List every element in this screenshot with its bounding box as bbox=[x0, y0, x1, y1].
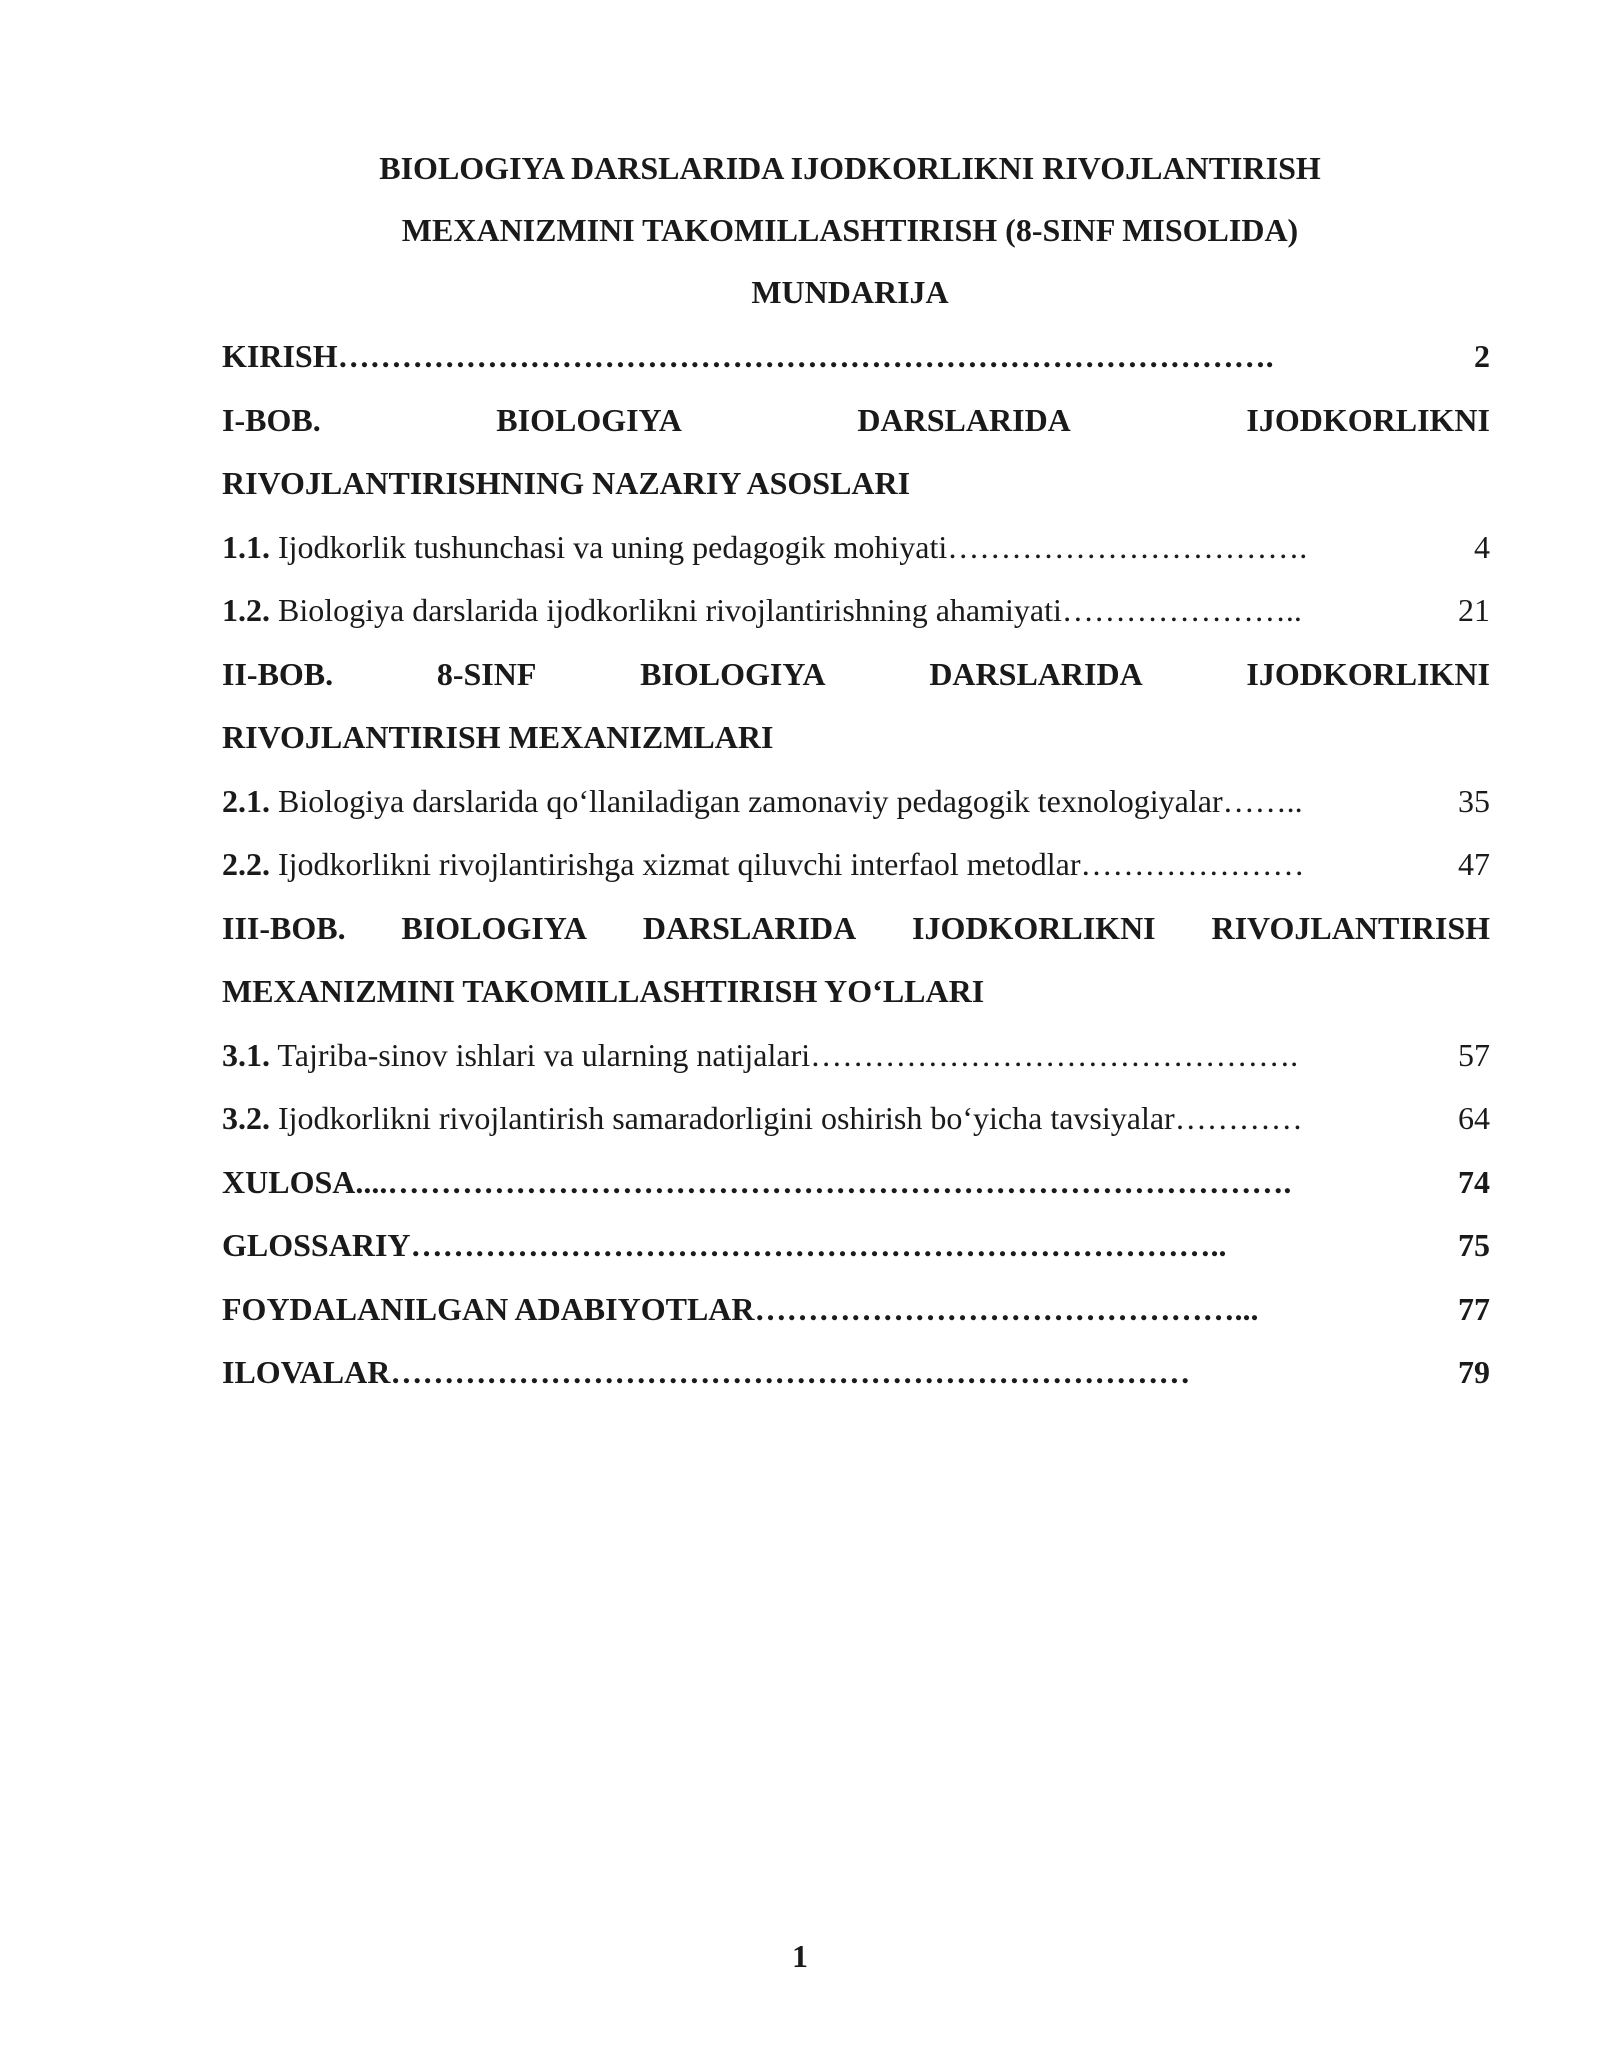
toc-entry-glossary bbox=[222, 1214, 1490, 1278]
chapter-word: DARSLARIDA bbox=[929, 655, 1143, 692]
table-of-contents bbox=[222, 325, 1490, 1405]
toc-dots: ………………… bbox=[1080, 846, 1305, 882]
chapter-word: BIOLOGIYA bbox=[640, 655, 826, 692]
toc-entry-2-2 bbox=[222, 833, 1490, 897]
chapter-word: II-BOB. bbox=[222, 655, 334, 692]
toc-dots: ……………………………………………………………………………. bbox=[337, 338, 1274, 374]
chapter-1-title-line-2: RIVOJLANTIRISHNING NAZARIY ASOSLARI bbox=[222, 465, 911, 501]
toc-dots: ………………………………………. bbox=[810, 1036, 1299, 1073]
section-number: 3.1. bbox=[222, 1036, 270, 1073]
section-title: Ijodkorlikni rivojlantirish samaradorligini oshirish bo‘yicha tavsiyalar bbox=[270, 1100, 1175, 1136]
title-line-2: MEXANIZMINI TAKOMILLASHTIRISH (8-SINF MISOLIDA) bbox=[401, 212, 1299, 248]
toc-label: KIRISH bbox=[222, 338, 338, 374]
chapter-1-title-line-1 bbox=[222, 389, 1490, 453]
chapter-2-title-line-1 bbox=[222, 643, 1490, 707]
toc-heading: MUNDARIJA bbox=[751, 274, 949, 310]
chapter-3-title-line-2: MEXANIZMINI TAKOMILLASHTIRISH YO‘LLARI bbox=[222, 973, 985, 1009]
toc-dots: ………………….. bbox=[1061, 592, 1302, 628]
toc-dots: ………………………………………………………………… bbox=[390, 1354, 1191, 1390]
toc-label: GLOSSARIY bbox=[222, 1227, 411, 1263]
section-title: Tajriba-sinov ishlari va ularning natijalari bbox=[270, 1036, 811, 1073]
toc-page: 64 bbox=[1458, 1100, 1490, 1136]
toc-page: 57 bbox=[1458, 1036, 1490, 1073]
toc-page: 47 bbox=[1458, 846, 1490, 882]
chapter-word: BIOLOGIYA bbox=[496, 401, 682, 438]
chapter-2-title-line-2: RIVOJLANTIRISH MEXANIZMLARI bbox=[222, 719, 774, 755]
toc-entry-3-2 bbox=[222, 1087, 1490, 1151]
toc-page: 77 bbox=[1458, 1290, 1490, 1327]
toc-label: XULOSA.... bbox=[222, 1163, 388, 1200]
toc-dots: …………………………………………………………………………. bbox=[387, 1163, 1292, 1200]
toc-page: 75 bbox=[1458, 1227, 1490, 1263]
section-number: 2.2. bbox=[222, 846, 270, 882]
chapter-word: III-BOB. bbox=[222, 909, 346, 946]
title-line-1: BIOLOGIYA DARSLARIDA IJODKORLIKNI RIVOJLANTIRISH bbox=[379, 150, 1321, 186]
toc-page: 21 bbox=[1458, 592, 1490, 628]
section-number: 1.1. bbox=[222, 528, 270, 565]
section-number: 3.2. bbox=[222, 1100, 270, 1136]
page-number: 1 bbox=[792, 1938, 808, 1974]
toc-dots: ……………………………. bbox=[947, 528, 1308, 565]
toc-entry-2-1 bbox=[222, 770, 1490, 834]
toc-page: 2 bbox=[1474, 338, 1490, 374]
chapter-word: RIVOJLANTIRISH bbox=[1211, 909, 1490, 946]
toc-page: 4 bbox=[1474, 528, 1490, 565]
toc-dots: ………………………………………... bbox=[754, 1290, 1259, 1327]
chapter-word: 8-SINF bbox=[436, 655, 537, 692]
toc-entry-1-1 bbox=[222, 516, 1490, 580]
section-number: 1.2. bbox=[222, 592, 270, 628]
toc-label: FOYDALANILGAN ADABIYOTLAR bbox=[222, 1290, 755, 1327]
toc-dots: ………………………………………………………………….. bbox=[410, 1227, 1227, 1263]
chapter-word: DARSLARIDA bbox=[857, 401, 1071, 438]
section-number: 2.1. bbox=[222, 782, 270, 819]
toc-entry-appendix bbox=[222, 1341, 1490, 1405]
toc-page: 79 bbox=[1458, 1354, 1490, 1390]
toc-entry-conclusion bbox=[222, 1151, 1490, 1215]
chapter-word: IJODKORLIKNI bbox=[1246, 401, 1490, 438]
toc-page: 74 bbox=[1458, 1163, 1490, 1200]
toc-page: 35 bbox=[1458, 782, 1490, 819]
chapter-word: IJODKORLIKNI bbox=[912, 909, 1156, 946]
chapter-word: I-BOB. bbox=[222, 401, 321, 438]
chapter-3-title-line-1 bbox=[222, 897, 1490, 961]
toc-entry-1-2 bbox=[222, 579, 1490, 643]
toc-dots: ………… bbox=[1174, 1100, 1303, 1136]
chapter-word: IJODKORLIKNI bbox=[1246, 655, 1490, 692]
toc-label: ILOVALAR bbox=[222, 1354, 391, 1390]
section-title: Ijodkorlikni rivojlantirishga xizmat qiluvchi interfaol metodlar bbox=[270, 846, 1081, 882]
section-title: Ijodkorlik tushunchasi va uning pedagogik mohiyati bbox=[270, 528, 948, 565]
toc-entry-3-1 bbox=[222, 1024, 1490, 1088]
section-title: Biologiya darslarida qo‘llaniladigan zamonaviy pedagogik texnologiyalar bbox=[270, 782, 1223, 819]
chapter-word: DARSLARIDA bbox=[642, 909, 857, 946]
document-title bbox=[200, 137, 1500, 323]
toc-entry-intro bbox=[222, 325, 1490, 389]
toc-dots: …….. bbox=[1222, 782, 1303, 819]
chapter-word: BIOLOGIYA bbox=[401, 909, 587, 946]
section-title: Biologiya darslarida ijodkorlikni rivojlantirishning ahamiyati bbox=[270, 592, 1062, 628]
toc-entry-references bbox=[222, 1278, 1490, 1342]
